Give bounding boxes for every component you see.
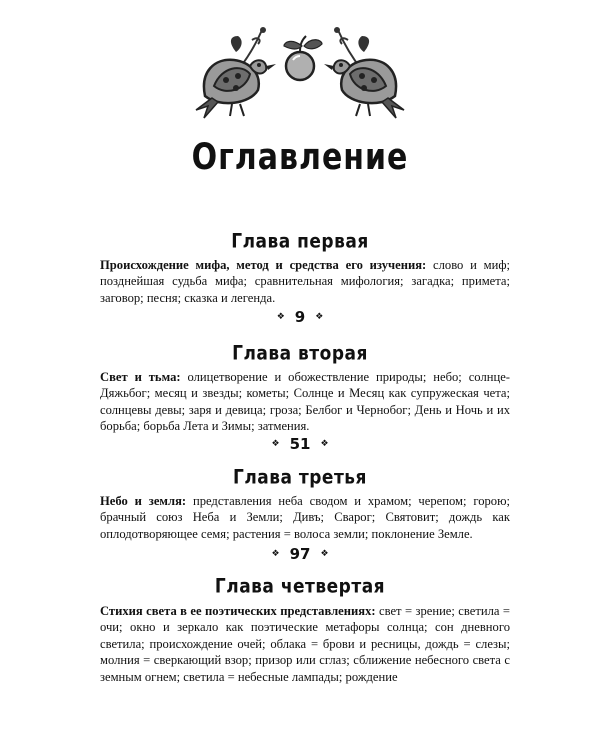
- page-number-mark: [0, 435, 600, 453]
- chapter-summary: [100, 257, 510, 306]
- bird-left-icon: [196, 27, 276, 118]
- chapter-description: олицетворение и обожествление природы; небо; солнце-Дяжьбог; месяц и звезды; кометы; Солнце и Месяц как супружеская чета; солнцевы девы; заря и девица; гроза; Белбог и Чернобог; День и Ночь и их борьба; борьба Лета и Зимы; затмения.: [100, 370, 510, 434]
- chapter-heading: Глава первая: [231, 230, 369, 253]
- chapter-topic: Происхождение мифа, метод и средства его изучения:: [100, 258, 427, 272]
- chapter-topic: Небо и земля:: [100, 494, 187, 508]
- chapter-heading: Глава третья: [233, 466, 367, 489]
- chapter-description: свет = зрение; светила = очи; окно и зеркало как поэтические метафоры солнца; сон дневного светила; происхождение очей; облака = брови и ресницы, дождь = слезы; молния = сверкающий взор; призор или сглаз; сближение небесного света с земным огнем; светила = небесные лампады; рождение: [100, 604, 510, 684]
- page-number-mark: [0, 308, 600, 326]
- chapter-summary: [100, 493, 510, 542]
- chapter-topic: Стихия света в ее поэтических представлениях:: [100, 604, 376, 618]
- page-number-mark: [0, 545, 600, 563]
- diamond-left-icon: ❖: [276, 311, 285, 322]
- chapter-heading: Глава вторая: [232, 342, 368, 365]
- page-number[interactable]: 51: [289, 435, 311, 453]
- diamond-right-icon: ❖: [320, 438, 329, 449]
- diamond-left-icon: ❖: [271, 438, 280, 449]
- chapter-heading: Глава четвертая: [214, 575, 386, 598]
- diamond-left-icon: ❖: [271, 548, 280, 559]
- chapter-topic: Свет и тьма:: [100, 370, 181, 384]
- diamond-right-icon: ❖: [315, 311, 324, 322]
- chapter-summary: [100, 369, 510, 435]
- page-number[interactable]: 97: [289, 545, 311, 563]
- chapter-description: представления неба сводом и храмом; черепом; горою; брачный союз Неба и Земли; Дивъ; Сварог; Святовит; дождь как оплодотворяющее семя; растения = волоса земли; поклонение Земле.: [100, 494, 510, 541]
- bird-right-icon: [324, 27, 404, 118]
- diamond-right-icon: ❖: [320, 548, 329, 559]
- ornament-header: [0, 0, 600, 130]
- apple-icon: [284, 36, 322, 80]
- page-number[interactable]: 9: [294, 308, 306, 326]
- chapter-description: слово и миф; позднейшая судьба мифа; сравнительная мифология; загадка; примета; заговор; песня; сказка и легенда.: [100, 258, 510, 305]
- chapter-summary: [100, 603, 510, 685]
- page-title: Оглавление: [191, 136, 409, 179]
